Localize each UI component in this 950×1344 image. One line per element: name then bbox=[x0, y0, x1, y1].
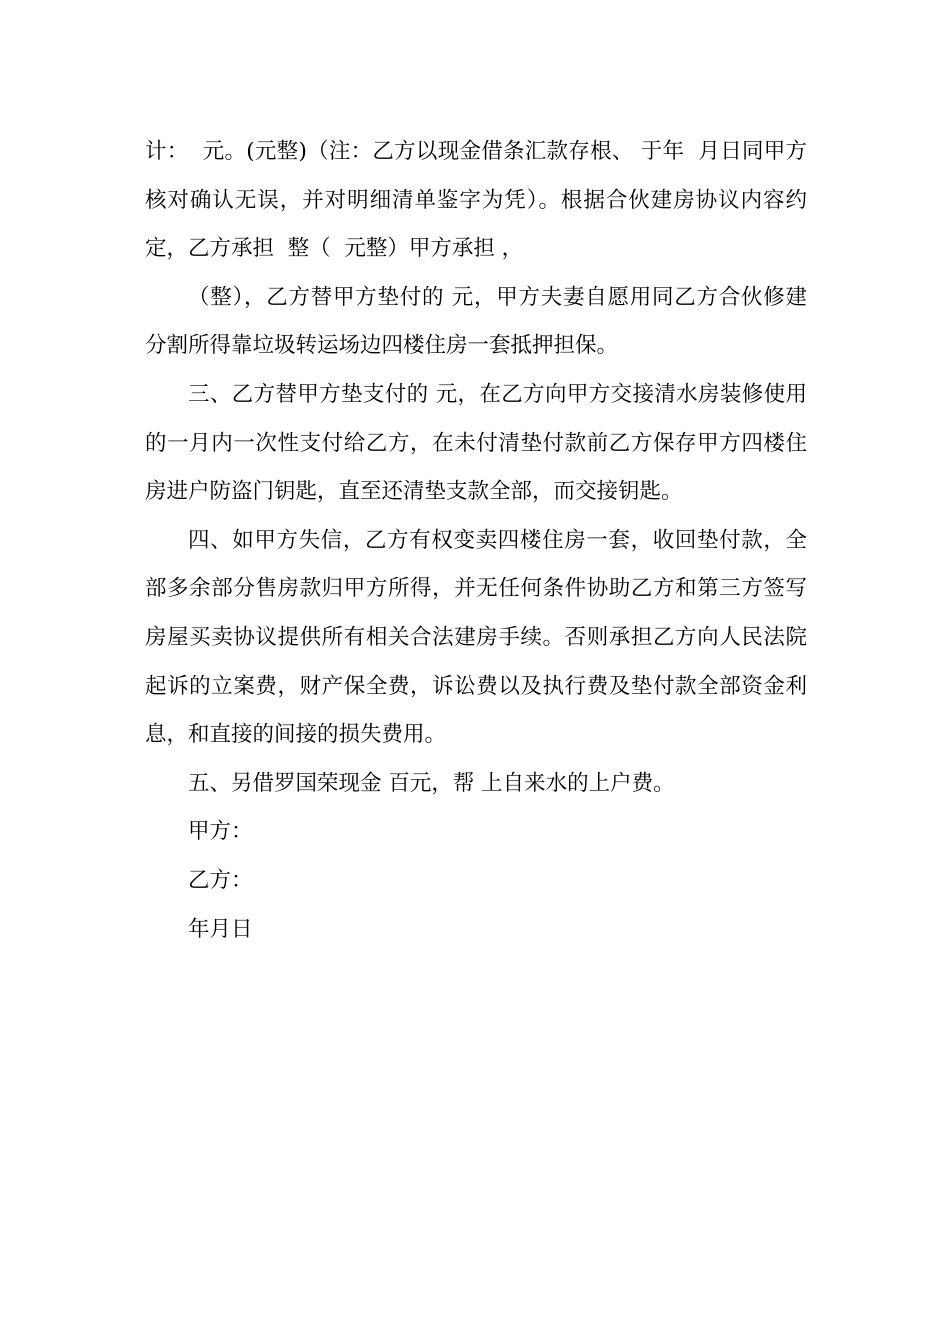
paragraph-clause-4: 四、如甲方失信，乙方有权变卖四楼住房一套，收回垫付款，全部多余部分售房款归甲方所得，并无任何条件协助乙方和第三方签写房屋买卖协议提供所有相关合法建房手续。否则承担乙方向人民法院起诉的立案费，财产保全费，诉讼费以及执行费及垫付款全部资金利息，和直接的间接的损失费用。 bbox=[145, 527, 807, 748]
paragraph-clause-5: 五、另借罗国荣现金 百元，帮 上自来水的上户费。 bbox=[188, 770, 675, 796]
signature-party-b: 乙方： bbox=[188, 867, 253, 893]
paragraph-total: 计： 元。(元整)（注：乙方以现金借条汇款存根、 于年 月日同甲方核对确认无误，并对明细清单鉴字为凭）。根据合伙建房协议内容约定，乙方承担 整（ 元整）甲方承担 ， bbox=[145, 139, 807, 262]
paragraph-advance-payment: （整），乙方替甲方垫付的 元，甲方夫妻自愿用同乙方合伙修建分割所得靠垃圾转运场边四楼住房一套抵押担保。 bbox=[145, 284, 807, 359]
signature-party-a: 甲方： bbox=[188, 819, 253, 845]
document-body bbox=[145, 128, 807, 954]
paragraph-clause-3: 三、乙方替甲方垫支付的 元，在乙方向甲方交接清水房装修使用的一月内一次性支付给乙方，在未付清垫付款前乙方保存甲方四楼住房进户防盗门钥匙，直至还清垫支款全部，而交接钥匙。 bbox=[145, 381, 807, 505]
signature-date: 年月日 bbox=[188, 916, 253, 942]
